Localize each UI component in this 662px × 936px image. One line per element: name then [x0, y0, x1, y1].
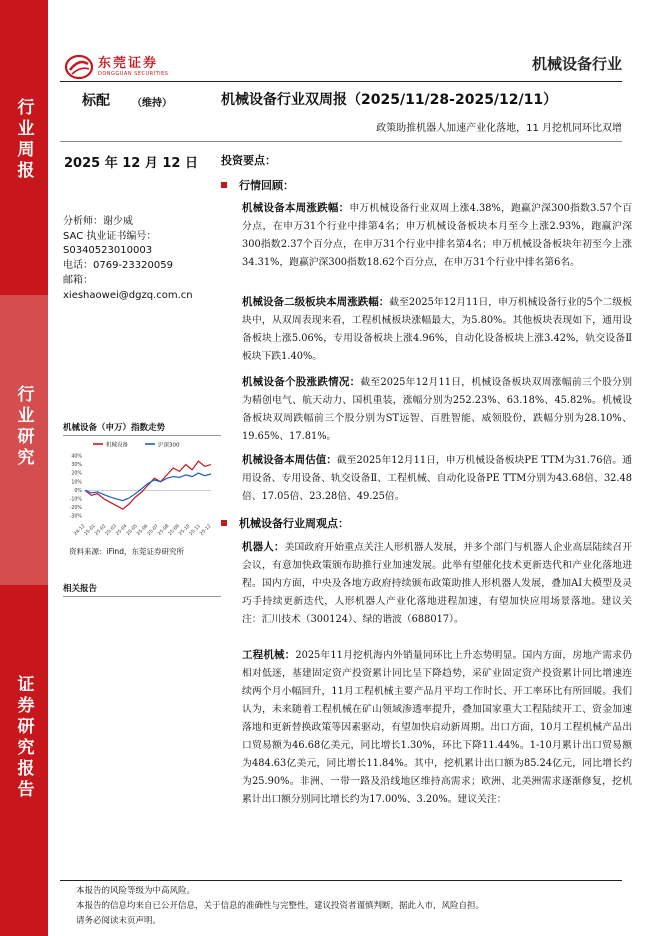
logo-mark-icon — [64, 54, 94, 80]
paragraph-robots-body: 美国政府开始重点关注人形机器人发展，并多个部门与机器人企业高层陆续召开会议，有意加快政策颁布助推行业加速发展。此举有望催化技术更新迭代和产业化落地进程。国内方面，中央及各地方政府持续颁布政策助推人形机器人发展，叠加AI大模型及灵巧手持续更新迭代，人形机器人产业化落地进程加速，有望加快应用场景落地。建议关注：汇川技术（300124）、绿的谐波（688017）。 — [242, 542, 633, 625]
footer-info-source: 本报告的信息均来自已公开信息，关于信息的准确性与完整性，建议投资者谨慎判断，据此入市，风险自担。 — [76, 901, 485, 911]
x-tick-label: 25-05 — [125, 523, 139, 537]
report-title: 机械设备行业双周报（2025/11/28-2025/12/11） — [221, 92, 558, 108]
y-tick-label: -10% — [69, 497, 82, 503]
sidebar-band — [0, 0, 48, 936]
y-tick-label: 20% — [71, 471, 82, 477]
related-reports-rule — [63, 596, 221, 597]
footer-read-statement: 请务必阅读末页声明。 — [76, 916, 162, 926]
y-tick-label: -30% — [69, 514, 82, 520]
chart-top-rule — [63, 435, 221, 436]
sidebar-segment-weekly — [0, 0, 48, 295]
y-tick-label: 0% — [74, 488, 82, 494]
legend-label-0: 机械设备 — [106, 442, 129, 449]
x-tick-label: 25-04 — [115, 523, 129, 537]
x-tick-label: 25-10 — [178, 523, 192, 537]
footer-disclaimer — [76, 884, 484, 929]
x-tick-label: 25-09 — [167, 523, 181, 537]
legend-label-1: 沪深300 — [158, 442, 180, 449]
chart-title: 机械设备（申万）指数走势 — [63, 423, 166, 433]
paragraph-valuation — [242, 451, 632, 506]
index-chart — [63, 421, 221, 561]
x-tick-label: 25-03 — [104, 523, 118, 537]
y-tick-label: 40% — [71, 454, 82, 460]
sidebar-label-weekly: 行业周报 — [13, 98, 34, 182]
key-points-heading: 投资要点： — [221, 154, 276, 167]
paragraph-weekly-change-body: 申万机械设备行业双周上涨4.38%，跑赢沪深300指数3.57个百分点，在申万31个行业中排第4名；申万机械设备板块本月至今上涨2.93%，跑赢沪深300指数2.37个百分点，在申万31个行业中排名第4名；申万机械设备板块年初至今上涨34.31%，跑赢沪深300指数18.62个百分点，在申万31个行业中排名第6名。 — [242, 203, 632, 268]
y-tick-label: 30% — [71, 463, 82, 469]
rating-label: 标配 — [82, 93, 110, 109]
paragraph-robots — [242, 538, 632, 629]
report-date: 2025 年 12 月 12 日 — [64, 156, 198, 171]
footer-divider — [60, 880, 622, 881]
section-weekly-view-label: 机械设备行业周观点： — [239, 517, 349, 530]
footer-risk-level: 本报告的风险等级为中高风险。 — [76, 886, 196, 896]
paragraph-stock-change — [242, 373, 632, 446]
x-tick-label: 24-12 — [73, 523, 87, 537]
sidebar-segment-research — [0, 295, 48, 585]
x-tick-label: 25-01 — [83, 523, 97, 537]
paragraph-robots-head: 机器人： — [242, 541, 285, 553]
paragraph-stock-change-body: 截至2025年12月11日，机械设备板块双周涨幅前三个股分别为精创电气、航天动力、国机重装，涨幅分别为252.23%、63.18%、45.82%。机械设备板块双周跌幅前三个股分别为ST远智、百胜智能、威领股份，跌幅分别为28.10%、19.65%、17.81%。 — [242, 377, 632, 442]
bullet-square-icon — [221, 182, 227, 188]
analyst-name: 分析师：谢少威 — [63, 216, 133, 227]
x-tick-label: 25-12 — [199, 523, 213, 537]
header-divider — [60, 81, 622, 82]
section-market-review-label: 行情回顾： — [239, 179, 294, 192]
report-subtitle: 政策助推机器人加速产业化落地，11 月挖机同环比双增 — [376, 123, 622, 134]
chart-svg — [63, 438, 221, 550]
x-tick-label: 25-07 — [146, 523, 160, 537]
chart-source: 资料来源：iFind，东莞证券研究所 — [69, 547, 184, 556]
analyst-email-label: 邮箱： — [63, 274, 93, 286]
x-tick-label: 25-11 — [188, 523, 202, 537]
rating-note: （维持） — [132, 98, 172, 109]
section-market-review — [221, 177, 294, 193]
paragraph-construction-head: 工程机械： — [242, 649, 296, 661]
company-logo — [64, 52, 174, 82]
paragraph-weekly-change — [242, 199, 632, 272]
sidebar-label-report: 证券研究报告 — [13, 675, 34, 801]
x-tick-label: 25-06 — [136, 523, 150, 537]
logo-cn-text: 东莞证券 — [98, 56, 159, 71]
y-tick-label: -20% — [69, 506, 82, 512]
subtitle-divider — [60, 141, 622, 142]
paragraph-subsector-change-body: 截至2025年12月11日，申万机械设备行业的5个二级板块中，从双周表现来看，工程机械板块涨幅最大，为5.80%。其他板块表现如下，通用设备板块上涨5.06%，专用设备板块上涨4.96%，自动化设备板块上涨3.42%，轨交设备Ⅱ板块下跌1.40%。 — [242, 297, 632, 362]
related-reports-heading: 相关报告 — [63, 584, 98, 594]
analyst-phone: 电话：0769-23320059 — [63, 260, 173, 272]
paragraph-valuation-body: 截至2025年12月11日，申万机械设备板块PE TTM为31.76倍。通用设备、专用设备、轨交设备Ⅱ、工程机械、自动化设备PE TTM分别为43.68倍、32.48倍、17.05倍、23.28倍、49.25倍。 — [242, 455, 632, 502]
analyst-cert-number: S0340523010003 — [63, 245, 153, 257]
section-weekly-view — [221, 515, 349, 531]
analyst-info — [63, 215, 193, 303]
analyst-email[interactable]: xieshaowei@dgzq.com.cn — [63, 289, 193, 301]
paragraph-subsector-change-head: 机械设备二级板块本周涨跌幅： — [242, 296, 390, 308]
industry-name: 机械设备行业 — [531, 55, 622, 73]
paragraph-construction-machinery — [242, 646, 632, 809]
bullet-square-icon — [221, 520, 227, 526]
sidebar-label-research: 行业研究 — [13, 385, 34, 469]
logo-en-text: DONGGUAN SECURITIES — [98, 71, 169, 77]
x-tick-label: 25-08 — [157, 523, 171, 537]
series-line-1 — [85, 473, 211, 501]
paragraph-subsector-change — [242, 293, 632, 366]
paragraph-construction-body: 2025年11月挖机海内外销量同环比上升态势明显。国内方面，房地产需求仍相对低迷，基建固定资产投资累计同比呈下降趋势，采矿业固定资产投资累计同比增速连续两个月小幅回升，11月工程机械主要产品月平均工作时长、开工率环比有所回暖。我们认为，未来随着工程机械在矿山领域渗透率提升，叠加国家重大工程陆续开工、资金加速落地和更新替换政策等因素驱动，有望加快启动新周期。出口方面，10月工程机械产品出口贸易额为46.68亿美元，同比增长1.30%，环比下降11.44%。1-10月累计出口贸易额为484.63亿美元，同比增长11.84%。其中，挖机累计出口额为85.24亿元，同比增长约为25.90%。非洲、一带一路及沿线地区维持高需求；欧洲、北美洲需求逐渐修复，挖机累计出口额分别同比增长约为17.00%、3.20%。建议关注： — [242, 650, 632, 805]
sidebar-segment-report — [0, 585, 48, 936]
y-tick-label: 10% — [71, 480, 82, 486]
x-tick-label: 25-02 — [94, 523, 108, 537]
series-line-0 — [85, 461, 211, 509]
analyst-cert-label: SAC 执业证书编号： — [63, 230, 157, 242]
paragraph-valuation-head: 机械设备本周估值： — [242, 454, 337, 466]
paragraph-stock-change-head: 机械设备个股涨跌情况： — [242, 376, 361, 388]
paragraph-weekly-change-head: 机械设备本周涨跌幅： — [242, 202, 350, 214]
